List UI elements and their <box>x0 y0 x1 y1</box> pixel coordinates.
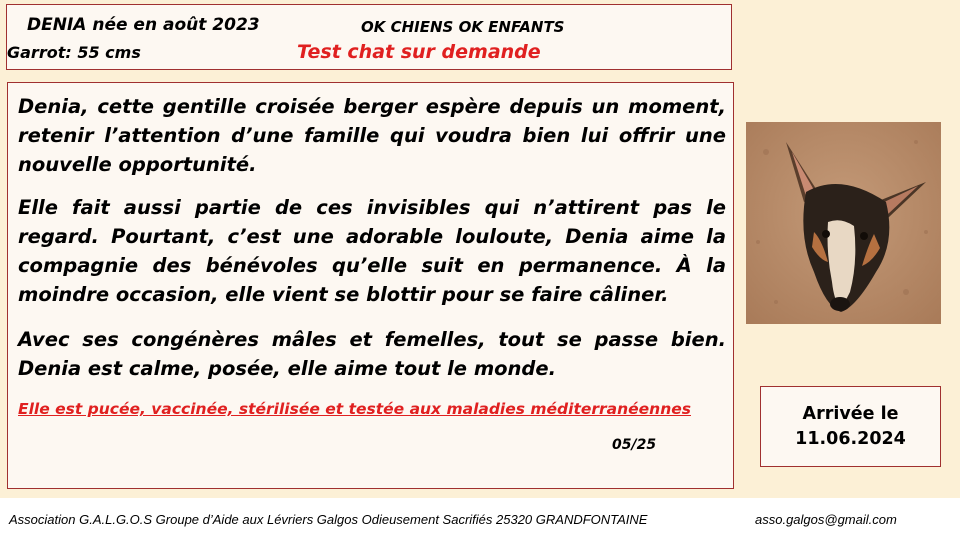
paragraph-intro: Denia, cette gentille croisée berger espère depuis un moment, retenir l’attention d’une famille qui voudra bien lui offrir une nouvelle opportunité. <box>18 95 726 176</box>
header-box <box>6 4 732 70</box>
association-info: Association G.A.L.G.O.S Groupe d’Aide aux Lévriers Galgos Odieusement Sacrifiés 25320 GRANDFONTAINE <box>9 512 648 527</box>
cat-test-note: Test chat sur demande <box>297 41 541 63</box>
paragraph-sociability: Avec ses congénères mâles et femelles, tout se passe bien. Denia est calme, posée, elle aime tout le monde. <box>18 328 726 380</box>
paragraph-health: Elle est pucée, vaccinée, stérilisée et testée aux maladies méditerranéennes <box>18 400 691 418</box>
paragraph-personality: Elle fait aussi partie de ces invisibles qui n’attirent pas le regard. Pourtant, c’est une adorable louloute, Denia aime la compagnie des bénévoles qu’elle suit en permanence. À la moindre occasion, elle vient se blottir pour se faire câliner. <box>18 196 726 306</box>
footer <box>9 512 954 527</box>
arrival-label: Arrivée le <box>802 403 899 424</box>
arrival-box <box>760 386 941 467</box>
garrot-height: Garrot: 55 cms <box>7 43 141 62</box>
description-box <box>7 82 734 489</box>
date-code: 05/25 <box>612 437 657 453</box>
dog-photo <box>746 122 941 324</box>
compatibility: OK CHIENS OK ENFANTS <box>361 18 565 36</box>
dog-name-birth: DENIA née en août 2023 <box>27 15 260 35</box>
arrival-date: 11.06.2024 <box>795 428 906 449</box>
contact-email: asso.galgos@gmail.com <box>755 512 897 527</box>
